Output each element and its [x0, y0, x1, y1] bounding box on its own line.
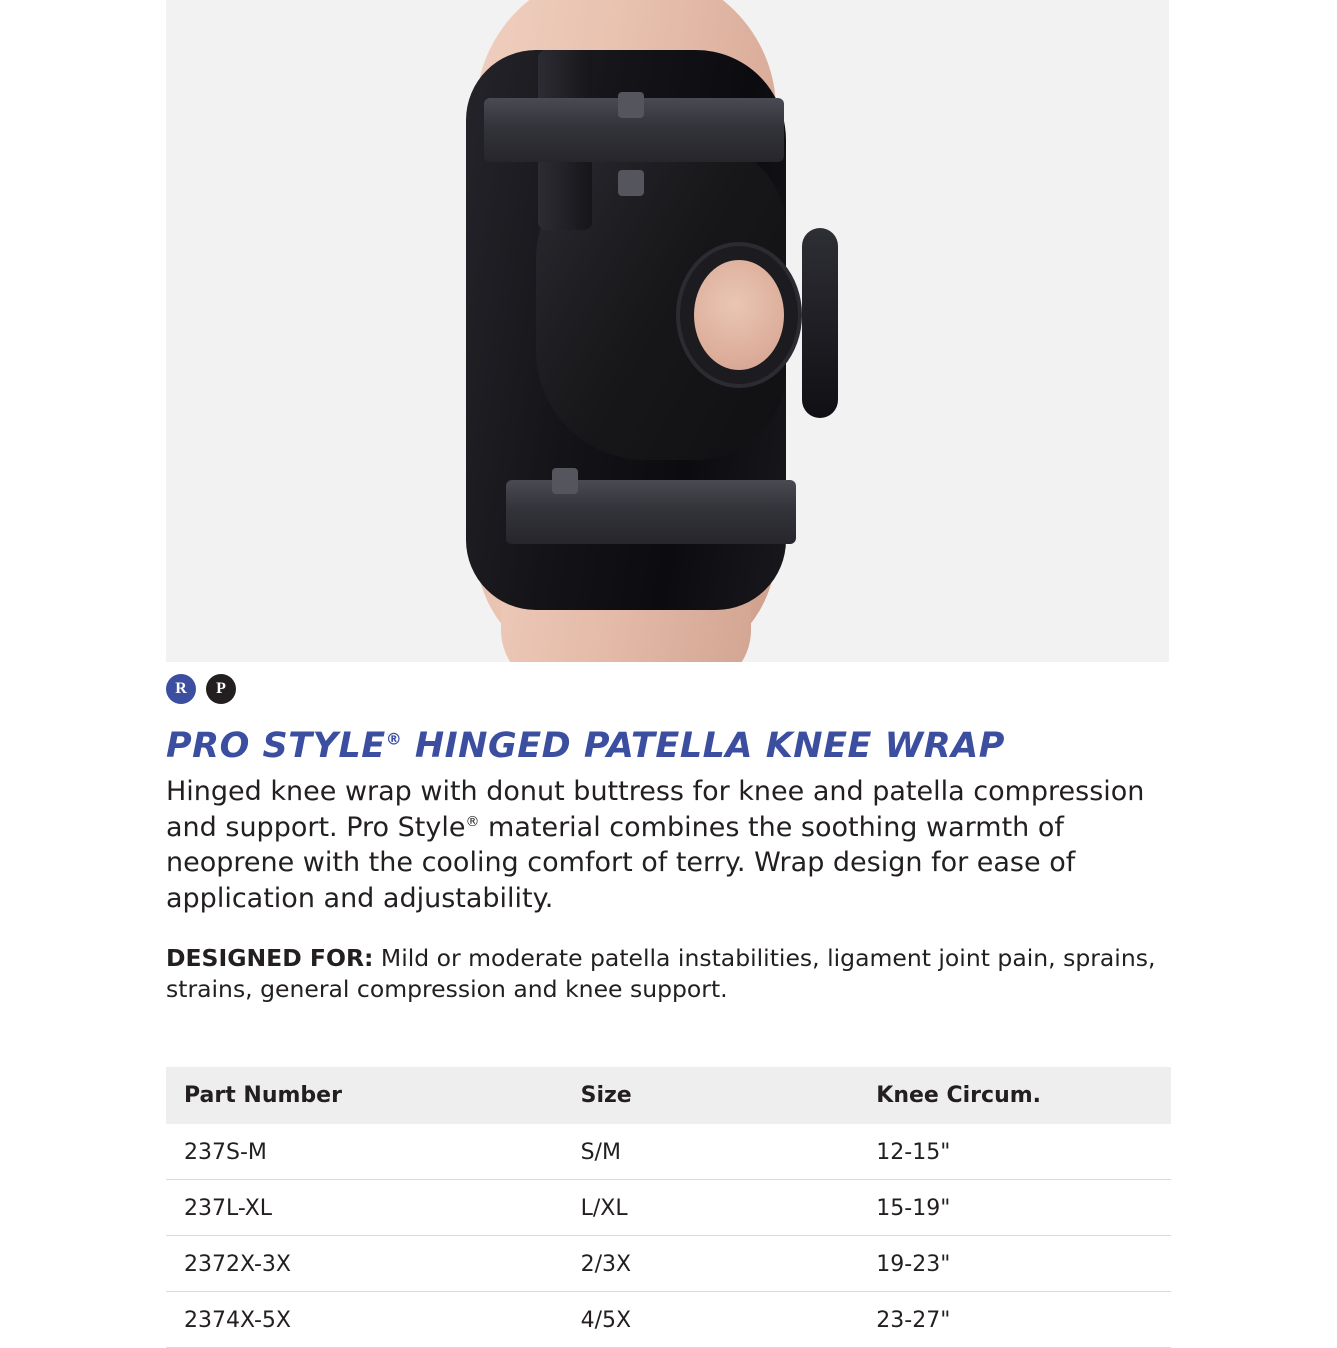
- table-body: [166, 1124, 1171, 1348]
- cell-part-number: 237L-XL: [166, 1180, 563, 1236]
- cell-part-number: 2374X-5X: [166, 1292, 563, 1348]
- product-copy: [166, 726, 1171, 1006]
- designed-for-label: DESIGNED FOR:: [166, 943, 374, 972]
- feature-badges: [166, 674, 236, 704]
- patella-donut-opening: [694, 260, 784, 370]
- designed-for-value: Mild or moderate patella instabilities, ligament joint pain, sprains, strains, general compression and knee support.: [166, 943, 1156, 1004]
- cell-size: 2/3X: [563, 1236, 859, 1292]
- product-description: [166, 774, 1171, 917]
- cell-knee-circum: 15-19": [858, 1180, 1171, 1236]
- table-row: [166, 1124, 1171, 1180]
- cell-size: S/M: [563, 1124, 859, 1180]
- table-header: [166, 1067, 1171, 1124]
- cell-part-number: 2372X-3X: [166, 1236, 563, 1292]
- badge-r-icon: R: [166, 674, 196, 704]
- description-registered-mark: ®: [465, 813, 480, 830]
- brace-mid-buckle: [618, 170, 644, 196]
- cell-knee-circum: 12-15": [858, 1124, 1171, 1180]
- badge-p-icon: P: [206, 674, 236, 704]
- title-rest: HINGED PATELLA KNEE WRAP: [402, 726, 1005, 766]
- table-row: [166, 1236, 1171, 1292]
- page-title: [166, 726, 1171, 766]
- table-header-row: [166, 1067, 1171, 1124]
- cell-knee-circum: 19-23": [858, 1236, 1171, 1292]
- description-part-two: material combines the soothing warmth of neoprene with the cooling comfort of terry. Wrap design for ease of application and adjustability.: [166, 811, 1076, 914]
- brace-lower-strap: [506, 480, 796, 544]
- cell-knee-circum: 23-27": [858, 1292, 1171, 1348]
- brace-lower-buckle: [552, 468, 578, 494]
- brace-upper-buckle: [618, 92, 644, 118]
- brace-hinge: [802, 228, 838, 418]
- product-photo: [166, 0, 1169, 662]
- column-header-size: Size: [563, 1067, 859, 1124]
- cell-size: L/XL: [563, 1180, 859, 1236]
- table-row: [166, 1180, 1171, 1236]
- column-header-part-number: Part Number: [166, 1067, 563, 1124]
- cell-size: 4/5X: [563, 1292, 859, 1348]
- table-row: [166, 1292, 1171, 1348]
- title-registered-mark: ®: [385, 729, 403, 749]
- title-brand: PRO STYLE: [166, 726, 386, 766]
- column-header-knee-circum: Knee Circum.: [858, 1067, 1171, 1124]
- size-chart-table: [166, 1067, 1171, 1348]
- cell-part-number: 237S-M: [166, 1124, 563, 1180]
- description-part-one: Hinged knee wrap with donut buttress for knee and patella compression and support. Pro Style: [166, 776, 1145, 843]
- designed-for-text: [166, 943, 1171, 1006]
